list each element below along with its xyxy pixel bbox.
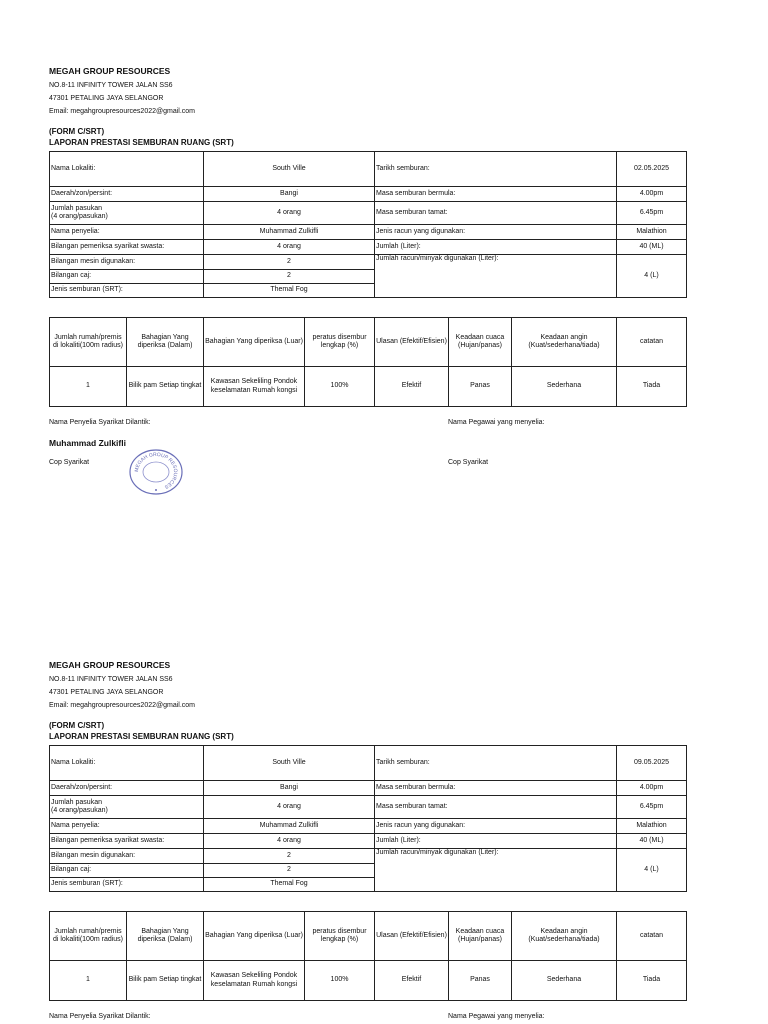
table-cell: 1 [50,367,127,407]
info-label: Daerah/zon/persint: [50,781,204,796]
info-label: Masa semburan bermula: [375,781,617,796]
pasukan-label-2: (4 orang/pasukan) [51,213,108,220]
form-title: LAPORAN PRESTASI SEMBURAN RUANG (SRT) [49,138,234,147]
table-cell: Panas [449,367,512,407]
column-header: Bahagian Yang diperiksa (Luar) [204,912,305,961]
results-header-row [50,912,687,961]
table-cell: Kawasan Sekeliling Pondok keselamatan Rumah kongsi [204,367,305,407]
info-row [50,849,687,864]
info-row [50,255,687,270]
results-data-row [50,961,687,1001]
info-row [50,819,687,834]
info-label: Tarikh semburan: [375,152,617,187]
info-label: Bilangan pemeriksa syarikat swasta: [50,240,204,255]
info-label: Jenis semburan (SRT): [50,878,204,892]
address-line-1: NO.8-11 INFINITY TOWER JALAN SS6 [49,82,173,89]
info-value: 4 orang [204,796,375,819]
info-label: Jumlah racun/minyak digunakan (Liter): [375,849,617,892]
stamp-text: MEGAH GROUP RESOURCES [133,451,179,490]
column-header: Keadaan angin (Kuat/sederhana/tiada) [512,318,617,367]
column-header: catatan [617,318,687,367]
table-cell: Kawasan Sekeliling Pondok keselamatan Rumah kongsi [204,961,305,1001]
column-header: Ulasan (Efektif/Efisien) [375,318,449,367]
info-label: Tarikh semburan: [375,746,617,781]
table-cell: Efektif [375,961,449,1001]
info-value: South Ville [204,152,375,187]
table-cell: 100% [305,961,375,1001]
form-code: (FORM C/SRT) [49,721,105,730]
column-header: Keadaan angin (Kuat/sederhana/tiada) [512,912,617,961]
info-value: 4 orang [204,834,375,849]
info-value: Bangi [204,781,375,796]
info-label [50,796,204,819]
table-cell: 100% [305,367,375,407]
info-value: 4 (L) [617,849,687,892]
email-line: Email: megahgroupresources2022@gmail.com [49,108,196,115]
info-row [50,796,687,819]
pasukan-label-2: (4 orang/pasukan) [51,807,108,814]
table-cell: Panas [449,961,512,1001]
info-row [50,240,687,255]
company-name: MEGAH GROUP RESOURCES [49,660,171,670]
info-value: Themal Fog [204,878,375,892]
table-cell: Sederhana [512,367,617,407]
company-name: MEGAH GROUP RESOURCES [49,66,171,76]
info-value: South Ville [204,746,375,781]
info-value: 2 [204,270,375,284]
column-header: Keadaan cuaca (Hujan/panas) [449,912,512,961]
info-label: Bilangan caj: [50,864,204,878]
info-label: Nama Lokaliti: [50,152,204,187]
form-title: LAPORAN PRESTASI SEMBURAN RUANG (SRT) [49,732,234,741]
email-line: Email: megahgroupresources2022@gmail.com [49,702,196,709]
column-header: Jumlah rumah/premis di lokaliti(100m radius) [50,318,127,367]
table-cell: Bilik pam Setiap tingkat [127,367,204,407]
info-label: Bilangan caj: [50,270,204,284]
info-label: Jumlah (Liter): [375,834,617,849]
info-label: Jenis semburan (SRT): [50,284,204,298]
info-label: Jenis racun yang digunakan: [375,225,617,240]
address-line-2: 47301 PETALING JAYA SELANGOR [49,95,164,102]
cop-syarikat-right: Cop Syarikat [448,459,489,466]
pasukan-label-1: Jumlah pasukan [51,798,102,806]
info-value: 4.00pm [617,187,687,202]
info-value: Themal Fog [204,284,375,298]
info-label: Bilangan pemeriksa syarikat swasta: [50,834,204,849]
column-header: Jumlah rumah/premis di lokaliti(100m radius) [50,912,127,961]
info-value: 4 (L) [617,255,687,298]
info-value: 2 [204,864,375,878]
pegawai-menyelia-label: Nama Pegawai yang menyelia: [448,1013,545,1020]
info-value: Muhammad Zulkifli [204,225,375,240]
address-line-1: NO.8-11 INFINITY TOWER JALAN SS6 [49,676,173,683]
column-header: Ulasan (Efektif/Efisien) [375,912,449,961]
cop-syarikat-left: Cop Syarikat [49,459,90,466]
info-label: Jumlah racun/minyak digunakan (Liter): [375,255,617,298]
column-header: peratus disembur lengkap (%) [305,912,375,961]
info-row [50,152,687,187]
info-value: Malathion [617,819,687,834]
info-value: 40 (ML) [617,834,687,849]
info-row [50,187,687,202]
info-label: Bilangan mesin digunakan: [50,849,204,864]
info-value: Malathion [617,225,687,240]
info-label: Nama penyelia: [50,225,204,240]
info-row [50,202,687,225]
results-data-row [50,367,687,407]
form-code: (FORM C/SRT) [49,127,105,136]
info-label: Bilangan mesin digunakan: [50,255,204,270]
info-row [50,781,687,796]
address-line-2: 47301 PETALING JAYA SELANGOR [49,689,164,696]
signature-name: Muhammad Zulkifli [49,438,126,448]
column-header: Bahagian Yang diperiksa (Dalam) [127,912,204,961]
column-header: catatan [617,912,687,961]
column-header: peratus disembur lengkap (%) [305,318,375,367]
info-label [50,202,204,225]
info-value: 4 orang [204,202,375,225]
report-page-1 [49,65,686,495]
info-label: Jumlah (Liter): [375,240,617,255]
info-label: Masa semburan bermula: [375,187,617,202]
info-row [50,225,687,240]
info-value: 02.05.2025 [617,152,687,187]
table-cell: Tiada [617,961,687,1001]
company-stamp [128,448,184,496]
info-value: 6.45pm [617,796,687,819]
table-cell: Bilik pam Setiap tingkat [127,961,204,1001]
info-value: 09.05.2025 [617,746,687,781]
pasukan-label-1: Jumlah pasukan [51,204,102,212]
report-page-2 [49,659,686,1024]
info-table [49,151,687,298]
info-value: 40 (ML) [617,240,687,255]
info-value: Muhammad Zulkifli [204,819,375,834]
info-label: Nama Lokaliti: [50,746,204,781]
info-label: Masa semburan tamat: [375,202,617,225]
info-label: Daerah/zon/persint: [50,187,204,202]
info-value: 2 [204,849,375,864]
results-table [49,317,687,407]
penyelia-dilantik-label: Nama Penyelia Syarikat Dilantik: [49,419,151,426]
svg-text:MEGAH GROUP RESOURCES [134,452,178,490]
results-header-row [50,318,687,367]
column-header: Keadaan cuaca (Hujan/panas) [449,318,512,367]
info-value: 6.45pm [617,202,687,225]
info-table [49,745,687,892]
info-label: Jenis racun yang digunakan: [375,819,617,834]
column-header: Bahagian Yang diperiksa (Luar) [204,318,305,367]
info-value: 4 orang [204,240,375,255]
results-table [49,911,687,1001]
table-cell: Tiada [617,367,687,407]
info-label: Masa semburan tamat: [375,796,617,819]
info-value: Bangi [204,187,375,202]
pegawai-menyelia-label: Nama Pegawai yang menyelia: [448,419,545,426]
penyelia-dilantik-label: Nama Penyelia Syarikat Dilantik: [49,1013,151,1020]
column-header: Bahagian Yang diperiksa (Dalam) [127,318,204,367]
info-row [50,746,687,781]
table-cell: Efektif [375,367,449,407]
info-row [50,834,687,849]
info-value: 2 [204,255,375,270]
info-value: 4.00pm [617,781,687,796]
table-cell: Sederhana [512,961,617,1001]
info-label: Nama penyelia: [50,819,204,834]
table-cell: 1 [50,961,127,1001]
